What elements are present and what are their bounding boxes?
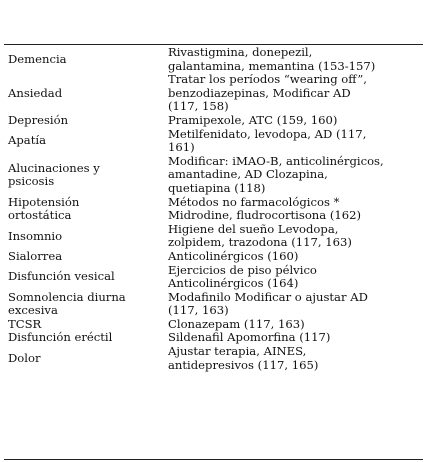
treatment-line: Clonazepam (117, 163) (168, 316, 305, 331)
condition-cell (8, 223, 168, 250)
condition-line: Ansiedad (8, 85, 63, 100)
table-row (8, 223, 419, 250)
table-row (8, 114, 419, 128)
treatment-cell (168, 196, 419, 223)
treatment-table (8, 46, 419, 372)
treatment-cell (168, 46, 419, 73)
treatment-line: antidepresivos (117, 165) (168, 357, 319, 372)
table-row (8, 264, 419, 291)
condition-cell (8, 331, 168, 345)
treatment-cell (168, 345, 419, 372)
condition-line: excesiva (8, 303, 58, 318)
treatment-cell (168, 291, 419, 318)
treatment-cell (168, 250, 419, 264)
table-body (8, 46, 419, 372)
table-row (8, 250, 419, 264)
condition-line: Insomnio (8, 228, 63, 243)
treatment-line: Ajustar terapia, AINES, (168, 344, 307, 359)
treatment-line: Higiene del sueño Levodopa, (168, 221, 339, 236)
condition-cell (8, 318, 168, 332)
table-row (8, 345, 419, 372)
table-row (8, 73, 419, 114)
condition-cell (8, 155, 168, 196)
condition-line: psicosis (8, 174, 55, 189)
condition-cell (8, 196, 168, 223)
condition-line: Dolor (8, 350, 41, 365)
condition-cell (8, 73, 168, 114)
treatment-line: Sildenafil Apomorfina (117) (168, 330, 331, 345)
treatment-line: Tratar los períodos “wearing off”, (168, 72, 367, 87)
treatment-cell (168, 114, 419, 128)
treatment-line: Metilfenidato, levodopa, AD (117, (168, 126, 367, 141)
condition-line: Depresión (8, 112, 69, 127)
treatment-cell (168, 73, 419, 114)
treatment-cell (168, 331, 419, 345)
treatment-line: galantamina, memantina (153-157) (168, 58, 376, 73)
table-row (8, 46, 419, 73)
condition-line: ortostática (8, 208, 72, 223)
treatment-line: (117, 163) (168, 303, 229, 318)
treatment-line: Anticolinérgicos (164) (168, 276, 299, 291)
condition-cell (8, 264, 168, 291)
condition-cell (8, 250, 168, 264)
treatment-line: 161) (168, 140, 195, 155)
treatment-line: Modificar: iMAO-B, anticolinérgicos, (168, 153, 384, 168)
table-row (8, 196, 419, 223)
table-bottom-rule (4, 459, 423, 460)
condition-line: Disfunción eréctil (8, 330, 113, 345)
table-row (8, 318, 419, 332)
condition-line: Demencia (8, 51, 67, 66)
treatment-line: zolpidem, trazodona (117, 163) (168, 235, 352, 250)
condition-cell (8, 291, 168, 318)
condition-cell (8, 46, 168, 73)
treatment-line: benzodiazepinas, Modificar AD (168, 85, 351, 100)
condition-line: Apatía (8, 133, 46, 148)
table-row (8, 291, 419, 318)
condition-line: Hipotensión (8, 194, 80, 209)
table-row (8, 331, 419, 345)
treatment-cell (168, 264, 419, 291)
treatment-line: Modafinilo Modificar o ajustar AD (168, 289, 368, 304)
treatment-line: Pramipexole, ATC (159, 160) (168, 112, 338, 127)
treatment-cell (168, 128, 419, 155)
table-row (8, 155, 419, 196)
treatment-line: Ejercicios de piso pélvico (168, 262, 317, 277)
condition-line: Alucinaciones y (8, 160, 100, 175)
treatment-cell (168, 223, 419, 250)
treatment-line: (117, 158) (168, 99, 229, 114)
treatment-line: amantadine, AD Clozapina, (168, 167, 328, 182)
treatment-line: quetiapina (118) (168, 180, 266, 195)
treatment-line: Anticolinérgicos (160) (168, 248, 299, 263)
condition-cell (8, 128, 168, 155)
table-row (8, 128, 419, 155)
condition-line: Disfunción vesical (8, 269, 115, 284)
treatment-line: Métodos no farmacológicos * (168, 194, 340, 209)
condition-line: Sialorrea (8, 248, 63, 263)
condition-cell (8, 345, 168, 372)
condition-line: Somnolencia diurna (8, 289, 126, 304)
condition-line: TCSR (8, 316, 42, 331)
treatment-cell (168, 155, 419, 196)
treatment-line: Rivastigmina, donepezil, (168, 45, 313, 59)
condition-cell (8, 114, 168, 128)
treatment-cell (168, 318, 419, 332)
treatment-line: Midrodine, fludrocortisona (162) (168, 208, 362, 223)
